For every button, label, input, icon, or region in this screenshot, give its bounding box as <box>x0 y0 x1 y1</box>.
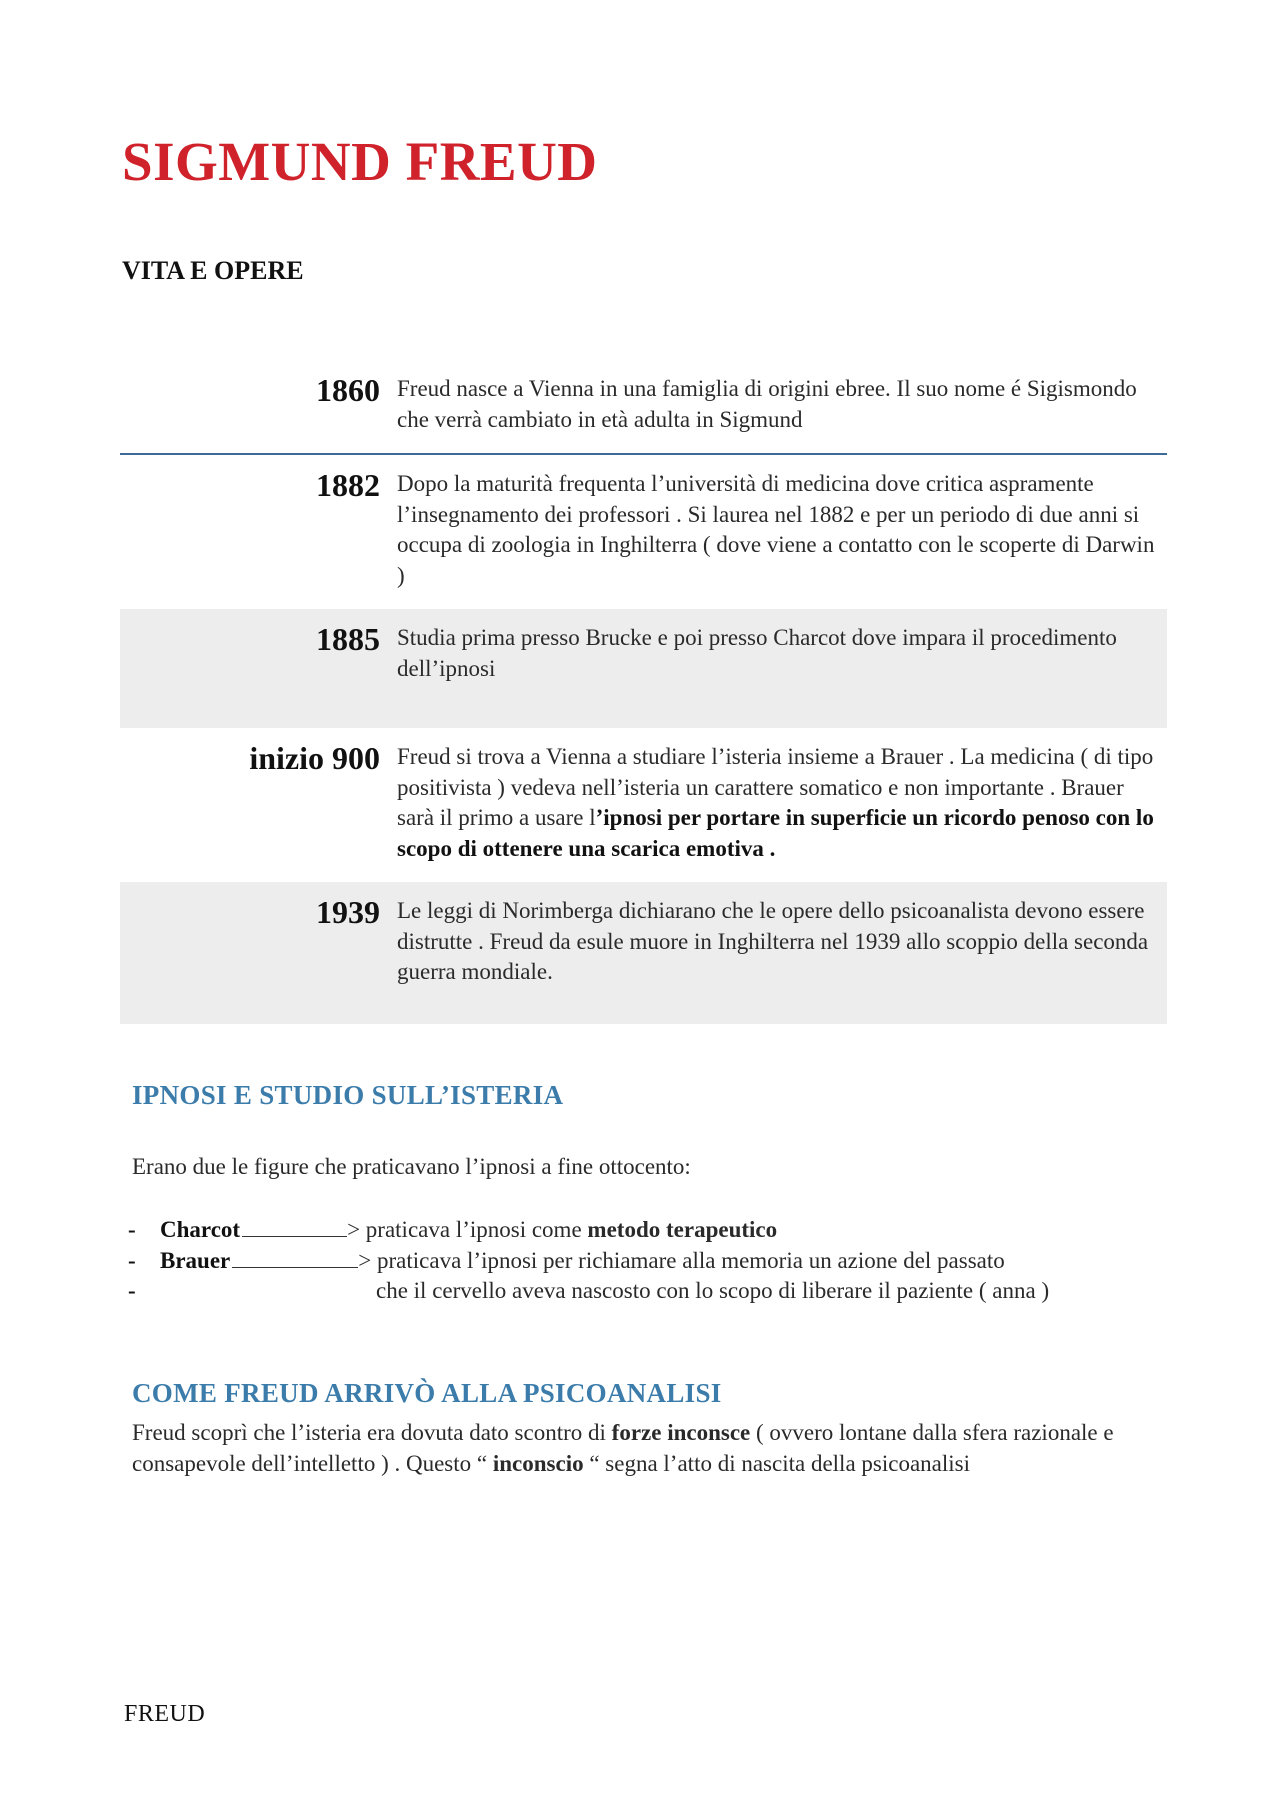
timeline-year: 1860 <box>316 372 380 408</box>
paragraph-bold: forze inconsce <box>611 1420 751 1445</box>
list-text: praticava l’ipnosi come <box>360 1217 588 1242</box>
list-item <box>128 1276 1168 1307</box>
timeline-year: 1885 <box>316 621 380 657</box>
timeline-year: inizio 900 <box>249 740 380 776</box>
paragraph-text: “ segna l’atto di nascita della psicoanalisi <box>583 1450 970 1476</box>
timeline-text <box>397 740 1157 864</box>
list-text: che il cervello aveva nascosto con lo scopo di liberare il paziente ( anna ) <box>376 1278 1050 1303</box>
list-term: Charcot <box>160 1217 241 1242</box>
timeline-year: 1882 <box>316 467 380 503</box>
psicoanalisi-paragraph <box>132 1418 1152 1479</box>
paragraph-text: Freud scoprì che l’isteria era dovuta dato scontro di <box>132 1420 612 1445</box>
timeline-text: Le leggi di Norimberga dichiarano che le opere dello psicoanalista devono essere distrutte . Freud da esule muore in Inghilterra nel 1939 allo scoppio della seconda guerra mondiale. <box>397 898 1149 984</box>
timeline-row <box>120 609 1167 728</box>
section-heading-ipnosi: IPNOSI E STUDIO SULL’ISTERIA <box>132 1080 564 1110</box>
timeline-row <box>120 360 1167 455</box>
list-item <box>128 1215 1168 1246</box>
timeline-text: Dopo la maturità frequenta l’università di medicina dove critica aspramente l’insegnamento dei professori . Si laurea nel 1882 e per un periodo di due anni si occupa di zoologia in Inghilterra ( dove viene a contatto con le scoperte di Darwin ) <box>397 471 1155 588</box>
arrow-head: > <box>347 1217 361 1242</box>
timeline-row <box>120 728 1167 882</box>
ipnosi-list <box>128 1215 1168 1307</box>
list-dash: - <box>128 1217 136 1242</box>
timeline-row <box>120 455 1167 609</box>
section-heading-psicoanalisi: COME FREUD ARRIVÒ ALLA PSICOANALISI <box>132 1378 722 1408</box>
arrow-head: > <box>358 1247 372 1273</box>
page-title: SIGMUND FREUD <box>122 131 598 192</box>
list-text-bold: metodo terapeutico <box>587 1217 778 1242</box>
arrow-line <box>232 1267 358 1268</box>
paragraph-bold: inconscio <box>492 1450 584 1476</box>
timeline-table <box>120 360 1167 1024</box>
timeline-text: Studia prima presso Brucke e poi presso Charcot dove impara il procedimento dell’ipnosi <box>397 625 1117 681</box>
arrow-line <box>242 1236 347 1237</box>
list-text: praticava l’ipnosi per richiamare alla memoria un azione del passato <box>371 1247 1005 1273</box>
timeline-year: 1939 <box>316 894 380 930</box>
section-subtitle-vita-opere: VITA E OPERE <box>122 256 304 285</box>
timeline-text: Freud nasce a Vienna in una famiglia di origini ebree. Il suo nome é Sigismondo che verrà cambiato in età adulta in Sigmund <box>397 376 1137 432</box>
list-term: Brauer <box>160 1247 231 1273</box>
page-footer: FREUD <box>124 1701 206 1727</box>
list-dash: - <box>128 1247 136 1273</box>
list-item <box>128 1246 1168 1277</box>
ipnosi-intro: Erano due le figure che praticavano l’ipnosi a fine ottocento: <box>132 1154 691 1179</box>
list-dash: - <box>128 1278 136 1303</box>
timeline-text-plain: Freud si trova a Vienna a studiare l’isteria insieme a Brauer . La medicina ( di tipo positivista ) vedeva nell’isteria un carattere somatico e non importante . Brauer sarà il primo a usare l <box>397 744 1154 830</box>
timeline-row <box>120 882 1167 1024</box>
paragraph-text: ( ovvero lontane dalla sfera razionale e consapevole dell’intelletto ) . Questo “ <box>132 1420 1114 1476</box>
timeline-text-bold: ’ipnosi per portare in superficie un ricordo penoso con lo scopo di ottenere una scarica emotiva . <box>397 805 1154 861</box>
